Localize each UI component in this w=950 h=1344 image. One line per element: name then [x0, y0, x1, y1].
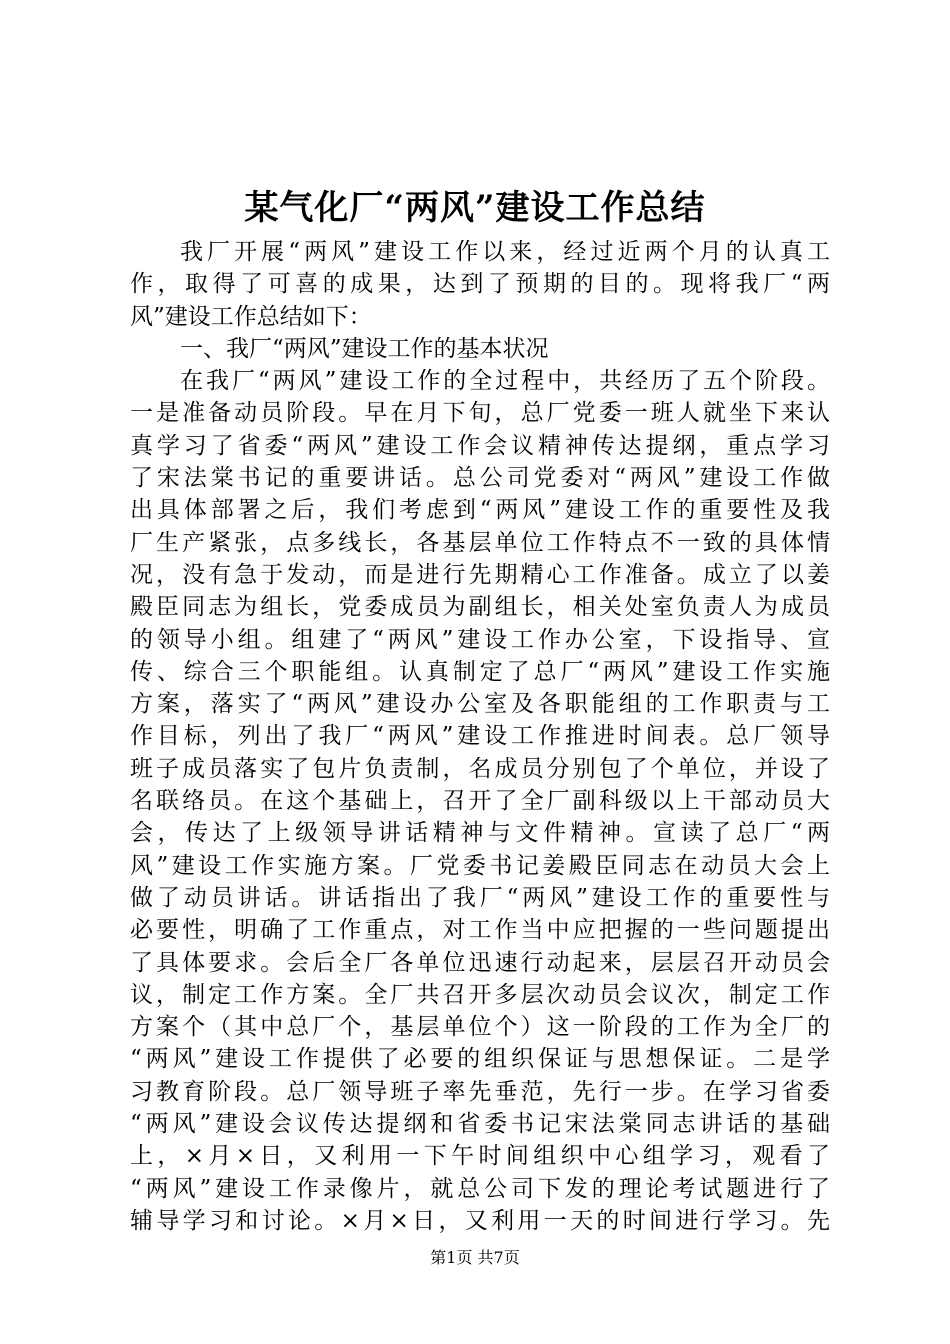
document-title: 某气化厂“两风”建设工作总结	[244, 188, 706, 228]
text-line: 议，制定工作方案。全厂共召开多层次动员会议次，制定工作	[130, 981, 830, 1008]
text-line: 了具体要求。会后全厂各单位迅速行动起来，层层召开动员会	[130, 949, 830, 976]
text-line: 的领导小组。组建了“两风”建设工作办公室，下设指导、宣	[130, 626, 830, 653]
text-line: 上，×月×日，又利用一下午时间组织中心组学习，观看了	[130, 1143, 830, 1170]
text-line: “两风”建设会议传达提纲和省委书记宋法棠同志讲话的基础	[130, 1111, 830, 1138]
text-line: 出具体部署之后，我们考虑到“两风”建设工作的重要性及我	[130, 497, 830, 524]
text-line: “两风”建设工作提供了必要的组织保证与思想保证。二是学	[130, 1046, 830, 1073]
text-line: 况，没有急于发动，而是进行先期精心工作准备。成立了以姜	[130, 561, 830, 588]
text-line: 必要性，明确了工作重点，对工作当中应把握的一些问题提出	[130, 917, 830, 944]
text-line: 名联络员。在这个基础上，召开了全厂副科级以上干部动员大	[130, 788, 830, 815]
text-line: 习教育阶段。总厂领导班子率先垂范，先行一步。在学习省委	[130, 1078, 830, 1105]
page-footer: 第1页 共7页	[430, 1248, 520, 1267]
text-line: 会，传达了上级领导讲话精神与文件精神。宣读了总厂“两	[130, 820, 830, 847]
text-line: 班子成员落实了包片负责制，名成员分别包了个单位，并设了	[130, 755, 830, 782]
text-line: 真学习了省委“两风”建设工作会议精神传达提纲，重点学习	[130, 432, 830, 459]
text-line: 传、综合三个职能组。认真制定了总厂“两风”建设工作实施	[130, 658, 830, 685]
text-line: 方案，落实了“两风”建设办公室及各职能组的工作职责与工	[130, 691, 830, 718]
text-line: 在我厂“两风”建设工作的全过程中，共经历了五个阶段。	[180, 368, 830, 395]
text-line: 风”建设工作实施方案。厂党委书记姜殿臣同志在动员大会上	[130, 852, 830, 879]
text-line: 一、我厂“两风”建设工作的基本状况	[180, 335, 549, 362]
text-line: 我厂开展“两风”建设工作以来，经过近两个月的认真工	[180, 239, 830, 265]
text-line: 作，取得了可喜的成果，达到了预期的目的。现将我厂“两	[130, 271, 830, 298]
text-line: 了宋法棠书记的重要讲话。总公司党委对“两风”建设工作做	[130, 465, 830, 492]
text-line: 作目标，列出了我厂“两风”建设工作推进时间表。总厂领导	[130, 723, 830, 750]
text-line: 做了动员讲话。讲话指出了我厂“两风”建设工作的重要性与	[130, 884, 830, 911]
text-line: 一是准备动员阶段。早在月下旬，总厂党委一班人就坐下来认	[130, 400, 830, 427]
text-line: 殿臣同志为组长，党委成员为副组长，相关处室负责人为成员	[130, 594, 830, 621]
text-line: 辅导学习和讨论。×月×日，又利用一天的时间进行学习。先	[130, 1207, 830, 1234]
document-body	[130, 236, 830, 1237]
text-line: 风”建设工作总结如下：	[130, 303, 372, 330]
text-line: 方案个（其中总厂个，基层单位个）这一阶段的工作为全厂的	[130, 1014, 830, 1041]
text-line: 厂生产紧张，点多线长，各基层单位工作特点不一致的具体情	[130, 529, 830, 556]
text-line: “两风”建设工作录像片，就总公司下发的理论考试题进行了	[130, 1175, 830, 1202]
